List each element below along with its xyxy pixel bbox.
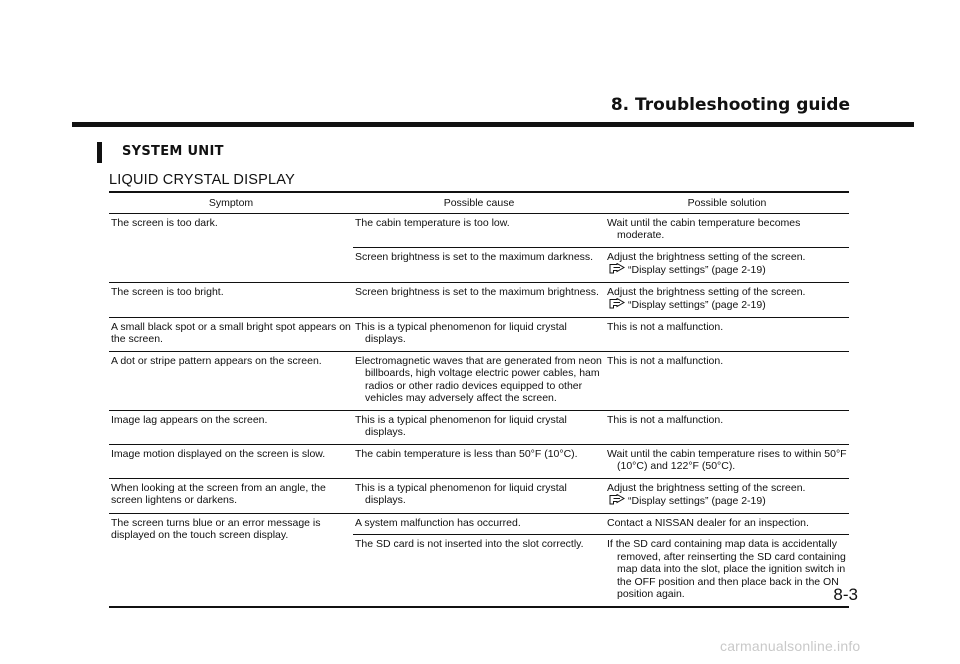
cause-text: The cabin temperature is less than 50°F (10°C).	[355, 447, 578, 460]
table-row	[109, 213, 849, 247]
cause-text: The cabin temperature is too low.	[355, 216, 510, 229]
table-header-row	[109, 192, 849, 213]
watermark: carmanualsonline.info	[720, 638, 861, 654]
table-row	[109, 317, 849, 351]
page-reference	[607, 494, 847, 508]
table-row	[109, 513, 849, 535]
section-heading: SYSTEM UNIT	[122, 144, 224, 159]
solution-text: This is not a malfunction.	[607, 413, 724, 426]
solution-cell	[605, 513, 849, 535]
cause-cell	[353, 247, 605, 282]
reference-text: “Display settings” (page 2-19)	[628, 299, 766, 311]
solution-text: Adjust the brightness setting of the screen.	[607, 481, 806, 494]
table-row	[109, 410, 849, 444]
solution-text: This is not a malfunction.	[607, 354, 724, 367]
cause-cell	[353, 513, 605, 535]
cause-text: Screen brightness is set to the maximum brightness.	[355, 285, 599, 298]
symptom-cell: Image lag appears on the screen.	[109, 410, 353, 444]
solution-cell	[605, 535, 849, 607]
cause-cell	[353, 478, 605, 513]
symptom-cell: The screen is too bright.	[109, 282, 353, 317]
symptom-cell: A dot or stripe pattern appears on the screen.	[109, 351, 353, 410]
table-row	[109, 444, 849, 478]
header-symptom: Symptom	[109, 192, 353, 213]
table-title: LIQUID CRYSTAL DISPLAY	[109, 172, 295, 188]
cause-text: This is a typical phenomenon for liquid crystal displays.	[355, 481, 567, 506]
solution-cell	[605, 317, 849, 351]
cause-cell	[353, 444, 605, 478]
cause-cell	[353, 410, 605, 444]
page-number: 8-3	[833, 585, 858, 604]
reference-pointer-icon	[609, 263, 625, 274]
symptom-cell: Image motion displayed on the screen is slow.	[109, 444, 353, 478]
symptom-cell: The screen turns blue or an error message is displayed on the touch screen display.	[109, 513, 353, 607]
header-possible-cause: Possible cause	[353, 192, 605, 213]
solution-cell	[605, 247, 849, 282]
solution-cell	[605, 213, 849, 247]
solution-text: Wait until the cabin temperature becomes moderate.	[607, 216, 801, 241]
reference-text: “Display settings” (page 2-19)	[628, 495, 766, 507]
cause-cell	[353, 535, 605, 607]
table-row	[109, 478, 849, 513]
symptom-cell: When looking at the screen from an angle, the screen lightens or darkens.	[109, 478, 353, 513]
solution-text: Adjust the brightness setting of the screen.	[607, 285, 806, 298]
solution-text: Wait until the cabin temperature rises to within 50°F (10°C) and 122°F (50°C).	[607, 447, 847, 472]
page-reference	[607, 298, 847, 312]
cause-cell	[353, 351, 605, 410]
reference-text: “Display settings” (page 2-19)	[628, 264, 766, 276]
solution-cell	[605, 351, 849, 410]
solution-cell	[605, 478, 849, 513]
table-row	[109, 351, 849, 410]
solution-text: This is not a malfunction.	[607, 320, 724, 333]
cause-cell	[353, 282, 605, 317]
section-marker-bar	[97, 142, 102, 163]
header-rule	[72, 122, 914, 127]
cause-text: This is a typical phenomenon for liquid crystal displays.	[355, 320, 567, 345]
cause-text: Screen brightness is set to the maximum darkness.	[355, 250, 594, 263]
cause-cell	[353, 317, 605, 351]
reference-pointer-icon	[609, 298, 625, 309]
cause-cell	[353, 213, 605, 247]
chapter-title: 8. Troubleshooting guide	[610, 95, 850, 115]
solution-cell	[605, 282, 849, 317]
cause-text: Electromagnetic waves that are generated from neon billboards, high voltage electric power cables, ham radios or other radio devices equipped to other vehicles may adversely affect the screen.	[355, 354, 602, 404]
solution-text: If the SD card containing map data is accidentally removed, after reinserting the SD card containing map data into the slot, place the ignition switch in the OFF position and then place back in the ON position again.	[607, 538, 846, 600]
symptom-cell: A small black spot or a small bright spot appears on the screen.	[109, 317, 353, 351]
solution-cell	[605, 410, 849, 444]
table-row	[109, 282, 849, 317]
page-reference	[607, 263, 847, 277]
solution-cell	[605, 444, 849, 478]
table-body	[109, 213, 849, 607]
solution-text: Adjust the brightness setting of the screen.	[607, 250, 806, 263]
troubleshooting-table	[109, 191, 849, 608]
symptom-cell: The screen is too dark.	[109, 213, 353, 282]
cause-text: The SD card is not inserted into the slot correctly.	[355, 538, 584, 550]
cause-text: This is a typical phenomenon for liquid crystal displays.	[355, 413, 567, 438]
reference-pointer-icon	[609, 494, 625, 505]
header-possible-solution: Possible solution	[605, 192, 849, 213]
cause-text: A system malfunction has occurred.	[355, 516, 521, 529]
solution-text: Contact a NISSAN dealer for an inspection.	[607, 516, 809, 529]
